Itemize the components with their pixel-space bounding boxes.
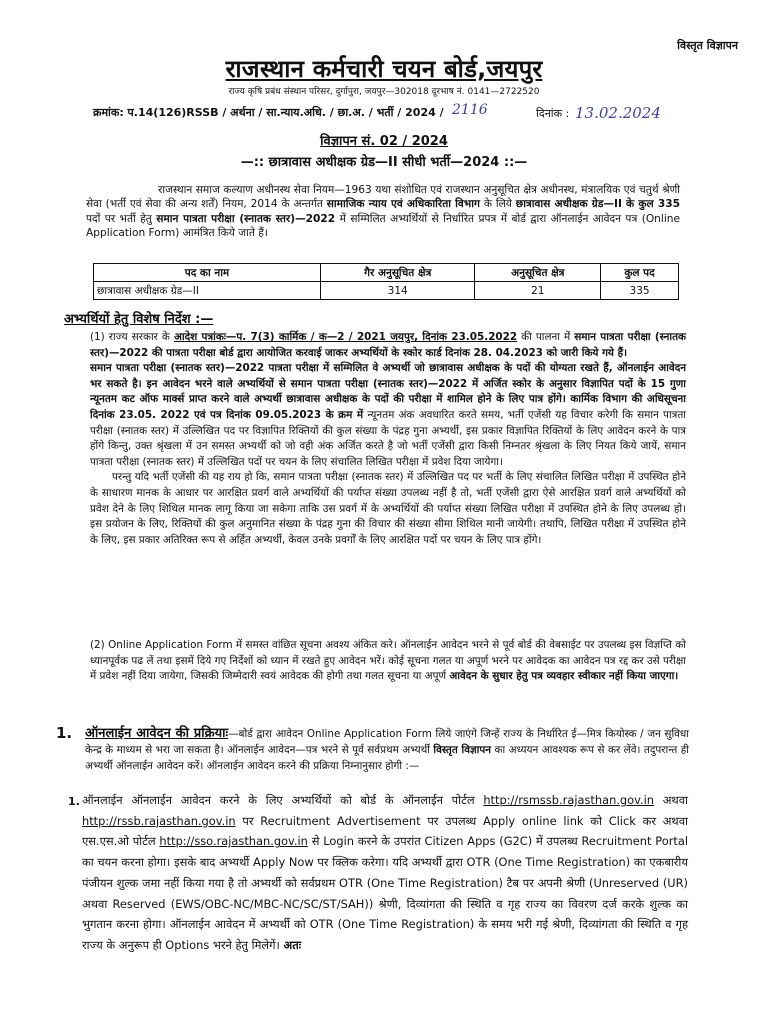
rssb-portal-link[interactable]: http://rssb.rajasthan.gov.in <box>82 813 236 828</box>
reference-number: क्रमांक: प.14(126)RSSB / अर्थना / सा.न्याय.अधि. / छा.अ. / भर्ती / 2024 / <box>93 106 444 119</box>
detailed-advertisement-tag: विस्तृत विज्ञापन <box>677 39 738 52</box>
board-name: राजस्थान कर्मचारी चयन बोर्ड,जयपुर <box>225 55 543 83</box>
cell-scheduled: 21 <box>475 282 601 300</box>
instruction-1: (1) राज्य सरकार के आदेश पत्रांकः—प. 7(3) कार्मिक / क—2 / 2021 जयपुर, दिनांक 23.05.2022 की पालना में समान पात्रता परीक्षा (स्नातक स्तर)—2022 की पात्रता परीक्षा बोर्ड द्वारा आयोजित करवाई जाकर अभ्यर्थियों के स्कोर कार्ड दिनांक 28. 04.2023 को जारी किये गये हैं। समान पात्रता परीक्षा (स्नातक स्तर)—2022 पात्रता परीक्षा में सम्मिलित वे अभ्यर्थी जो छात्रावास अधीक्षक के पदों की योग्यता रखते हैं, ऑनलाईन आवेदन भर सकते है। इन आवेदन भरने वाले अभ्यर्थियों से समान पात्रता परीक्षा (स्नातक स्तर)—2022 में अर्जित स्कोर के अनुसार विज्ञापित पदों के 15 गुणा न्यूनतम कट ऑफ मार्क्स प्राप्त करने वाले अभ्यर्थी छात्रावास अधीक्षक के पदों की परीक्षा में शामिल होने के लिए पात्र होंगे। कार्मिक विभाग की अधिसूचना दिनांक 23.05. 2022 एवं पत्र दिनांक 09.05.2023 के क्रम में न्यूनतम अंक अवधारित करते समय, भर्ती एजेंसी यह विचार करेगी कि समान पात्रता परीक्षा (स्नातक स्तर) में उल्लिखित पद पर विज्ञापित रिक्तियों की कुल संख्या के पंद्रह गुना अभ्यर्थी, इस प्रकार विज्ञापित रिक्तियों के लिए आवेदन करने के पात्र होंगे किन्तु, उक्त श्रृंखला में उन समस्त अभ्यर्थी को जो वही अंक अर्जित करते है जो भर्ती एजेंसी द्वारा किसी निम्नतर श्रृंखला के लिए नियत किये जायें, समान पात्रता परीक्षा (स्नातक स्तर) में उल्लिखित पदों पर चयन के लिए संचालित लिखित परीक्षा में प्रवेश दिया जायेगा। परन्तु यदि भर्ती एजेंसी की यह राय हो कि, समान पात्रता परीक्षा (स्नातक स्तर) में उल्लिखित पद पर भर्ती के लिए संचालित लिखित परीक्षा में उपस्थित होने के साधारण मानक के आधार पर आरक्षित प्रवर्ग वाले अभ्यर्थियों की पर्याप्त संख्या उपलब्ध नहीं है तो, भर्ती एजेंसी द्वारा ऐसे आरक्षित प्रवर्ग वाले अभ्यर्थियों को प्रवेश देने के लिए शिथिल मानक लागू किया जा सकेगा ताकि उस प्रवर्ग में के अभ्यर्थियों की पर्याप्त संख्या लिखित परीक्षा में उपस्थित होने के लिए उपलब्ध हो। इस प्रयोजन के लिए, रिक्तियों की कुल अनुमानित संख्या के पंद्रह गुना की विचार की संख्या सीमा शिथिल मानी जायेगी। तथापि, लिखित परीक्षा में उपस्थित होने के लिए, इस प्रकार अतिरिक्त रूप से अर्हित अभ्यर्थी, केवल उनके प्रवर्गों के लिए आरक्षित पदों पर चयन के लिए पात्र होंगे। <box>90 331 687 546</box>
instruction-2-number: (2) <box>90 639 105 651</box>
col-total: कुल पद <box>601 264 679 282</box>
instruction-2: (2) Online Application Form में समस्त वांछित सूचना अवश्य अंकित करे। ऑनलाईन आवेदन भरने से पूर्व बोर्ड की वेबसाईट पर उपलब्ध इस विज्ञप्ति को ध्यानपूर्वक पढ लें तथा इसमें दिये गए निर्देशों को ध्यान में रखते हुए आवेदन भरें। कोई सूचना गलत या अपूर्ण भरने पर आवेदक का आवेदन पत्र रद्द कर उसे परीक्षा में प्रवेश नहीं दिया जायेगा, जिसकी जिम्मेदारी स्वयं आवेदक की होगी तथा गलत सूचना या अपूर्ण आवेदन के सुधार हेतु पत्र व्यवहार स्वीकार नहीं किया जाएगा। <box>90 639 687 683</box>
section-1-number: 1. <box>56 724 73 742</box>
candidate-instructions-heading: अभ्यर्थियों हेतु विशेष निर्देश :— <box>64 312 214 327</box>
date-label: दिनांक : <box>536 107 570 120</box>
intro-paragraph: राजस्थान समाज कल्याण अधीनस्थ सेवा नियम—1963 यथा संशोधित एवं राजस्थान अनुसूचित क्षेत्र अधीनस्थ, मंत्रालयिक एवं चतुर्थ श्रेणी सेवा (भर्ती एवं सेवा की अन्य शर्तें) नियम, 2014 के अन्तर्गत सामाजिक न्याय एवं अधिकारिता विभाग के लिये छात्रावास अधीक्षक ग्रेड—II के कुल 335 पदों पर भर्ती हेतु समान पात्रता परीक्षा (स्नातक स्तर)—2022 में सम्मिलित अभ्यर्थियों से निर्धारित प्रपत्र में बोर्ड द्वारा ऑनलाईन आवेदन पत्र (Online Application Form) आमंत्रित किये जाते हैं। <box>86 184 680 240</box>
subsection-1-number: 1. <box>68 795 80 808</box>
table-row <box>94 282 679 300</box>
section-1-intro: ऑनलाईन आवेदन की प्रक्रियाः—बोर्ड द्वारा आवेदन Online Application Form लिये जाएंगे जिन्हें राज्य के निर्धारित ई—मित्र कियोस्क / जन सुविधा केन्द्र के माध्यम से भरा जा सकता है। ऑनलाईन आवेदन—पत्र भरने से पूर्व सर्वप्रथम अभ्यर्थी विस्तृत विज्ञापन का अध्ययन आवश्यक रूप से कर लेंवे। तदुपरान्त ही अभ्यर्थी ऑनलाईन आवेदन करें। ऑनलाईन आवेदन करने की प्रक्रिया निम्नानुसार होगी :— <box>85 726 689 772</box>
col-scheduled: अनुसूचित क्षेत्र <box>475 264 601 282</box>
post-count: छात्रावास अधीक्षक ग्रेड—II के कुल 335 <box>515 198 680 211</box>
handwritten-date: 13.02.2024 <box>575 104 661 122</box>
rsmssb-portal-link[interactable]: http://rsmssb.rajasthan.gov.in <box>483 793 654 807</box>
advertisement-number: विज्ञापन सं. 02 / 2024 <box>320 134 448 149</box>
department-name: सामाजिक न्याय एवं अधिकारिता विभाग <box>326 198 480 211</box>
handwritten-dispatch-number: 2116 <box>452 102 488 118</box>
cell-total: 335 <box>601 282 679 300</box>
col-non-scheduled: गैर अनुसूचित क्षेत्र <box>320 264 475 282</box>
cell-non-scheduled: 314 <box>320 282 475 300</box>
exam-name: समान पात्रता परीक्षा (स्नातक स्तर)—2022 <box>156 212 336 225</box>
instruction-1-number: (1) <box>90 331 105 343</box>
cell-post-name: छात्रावास अधीक्षक ग्रेड—II <box>94 282 321 300</box>
section-1-heading: ऑनलाईन आवेदन की प्रक्रियाः <box>85 726 229 741</box>
table-header-row <box>94 264 679 282</box>
col-post-name: पद का नाम <box>94 264 321 282</box>
sso-portal-link[interactable]: http://sso.rajasthan.gov.in <box>159 834 308 849</box>
recruitment-title: —:: छात्रावास अधीक्षक ग्रेड—II सीधी भर्ती—2024 ::— <box>240 155 528 170</box>
posts-table <box>93 263 679 300</box>
board-address: राज्य कृषि प्रबंध संस्थान परिसर, दुर्गापुरा, जयपुर—302018 दूरभाष नं. 0141—2722520 <box>228 87 540 97</box>
subsection-1: ऑनलाईन ऑनलाईन आवेदन करने के लिए अभ्यर्थियों को बोर्ड के ऑनलाईन पोर्टल http://rsmssb.rajasthan.gov.in अथवा http://rssb.rajasthan.gov.in पर Recruitment Advertisement पर उपलब्ध Apply online link को Click कर अथवा एस.एस.ओ पोर्टल http://sso.rajasthan.gov.in से Login करने के उपरांत Citizen Apps (G2C) में उपलब्ध Recruitment Portal का चयन करना होगा। इसके बाद अभ्यर्थी Apply Now पर क्लिक करेगा। यदि अभ्यर्थी द्वारा OTR (One Time Registration) का एकबारीय पंजीयन शुल्क जमा नहीं किया गया है तो अभ्यर्थी को सर्वप्रथम OTR (One Time Registration) टैब पर अपनी श्रेणी (Unreserved (UR) अथवा Reserved (EWS/OBC-NC/MBC-NC/SC/ST/SAH)) श्रेणी, दिव्यांगता की स्थिति व गृह राज्य का विवरण दर्ज करके शुल्क का भुगतान करना होगा। ऑनलाईन आवेदन में अभ्यर्थी को OTR (One Time Registration) के समय भरी गई श्रेणी, दिव्यांगता की स्थिति व गृह राज्य के अनुरूप ही Options भरने हेतु मिलेगें। अतः <box>82 793 689 952</box>
